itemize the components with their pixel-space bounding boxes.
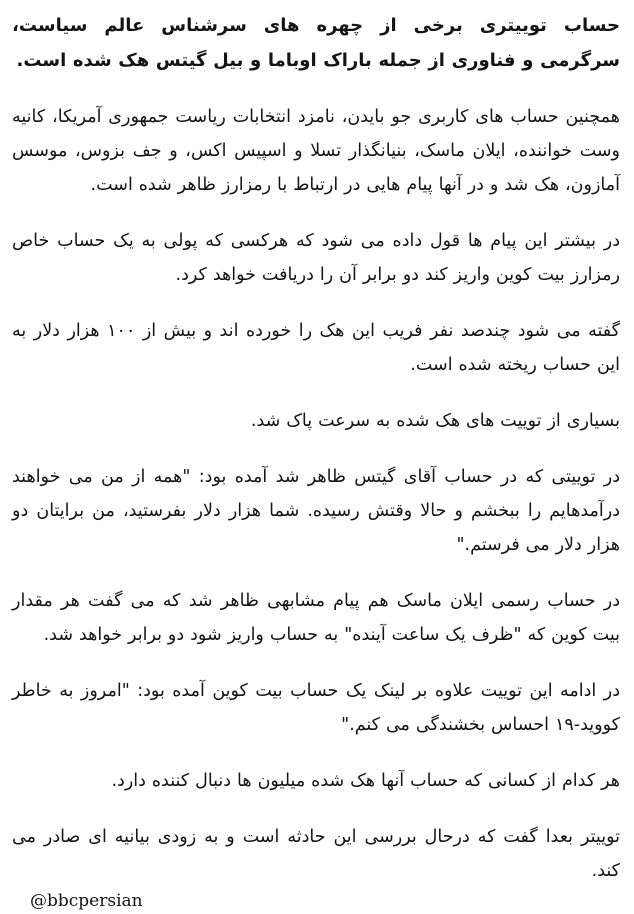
- article-paragraph-4: گفته می شود چندصد نفر فریب این هک را خورده اند و بیش از ۱۰۰ هزار دلار به این حساب ریخته شده است.: [12, 321, 620, 375]
- article-paragraph-2: همچنین حساب های کاربری جو بایدن، نامزد انتخابات ریاست جمهوری آمریکا، کانیه وست خواننده، ایلان ماسک، بنیانگذار تسلا و اسپیس اکس، و جف بزوس، موسس آمازون، هک شد و در آنها پیام هایی در ارتباط با رمزارز ظاهر شده است.: [12, 107, 620, 195]
- article-body: [12, 8, 620, 914]
- bbc-persian-handle[interactable]: @bbcpersian: [30, 891, 143, 911]
- article-lead-paragraph: حساب توییتری برخی از چهره های سرشناس عالم سیاست، سرگرمی و فناوری از جمله باراک اوباما و بیل گیتس هک شده است.: [12, 15, 620, 71]
- article-paragraph-8: در ادامه این توییت علاوه بر لینک یک حساب بیت کوین آمده بود: "امروز به خاطر کووید-۱۹ احساس بخشندگی می کنم.": [12, 681, 620, 735]
- article-paragraph-10: توییتر بعدا گفت که درحال بررسی این حادثه است و به زودی بیانیه ای صادر می کند.: [12, 827, 620, 881]
- article-paragraph-5: بسیاری از توییت های هک شده به سرعت پاک شد.: [250, 411, 620, 431]
- article-paragraph-3: در بیشتر این پیام ها قول داده می شود که هرکسی که پولی به یک حساب خاص رمزارز بیت کوین واریز کند دو برابر آن را دریافت خواهد کرد.: [12, 231, 620, 285]
- article-paragraph-9: هر کدام از کسانی که حساب آنها هک شده میلیون ها دنبال کننده دارد.: [111, 771, 620, 791]
- article-paragraph-6: در توییتی که در حساب آقای گیتس ظاهر شد آمده بود: "همه از من می خواهند درآمدهایم را ببخشم و حالا وقتش رسیده. شما هزار دلار بفرستید، من برایتان دو هزار دلار می فرستم.": [12, 467, 620, 555]
- source-handle-line: [12, 888, 620, 914]
- article-paragraph-7: در حساب رسمی ایلان ماسک هم پیام مشابهی ظاهر شد که می گفت هر مقدار بیت کوین که "ظرف یک ساعت آینده" به حساب واریز شود دو برابر خواهد شد.: [12, 591, 620, 645]
